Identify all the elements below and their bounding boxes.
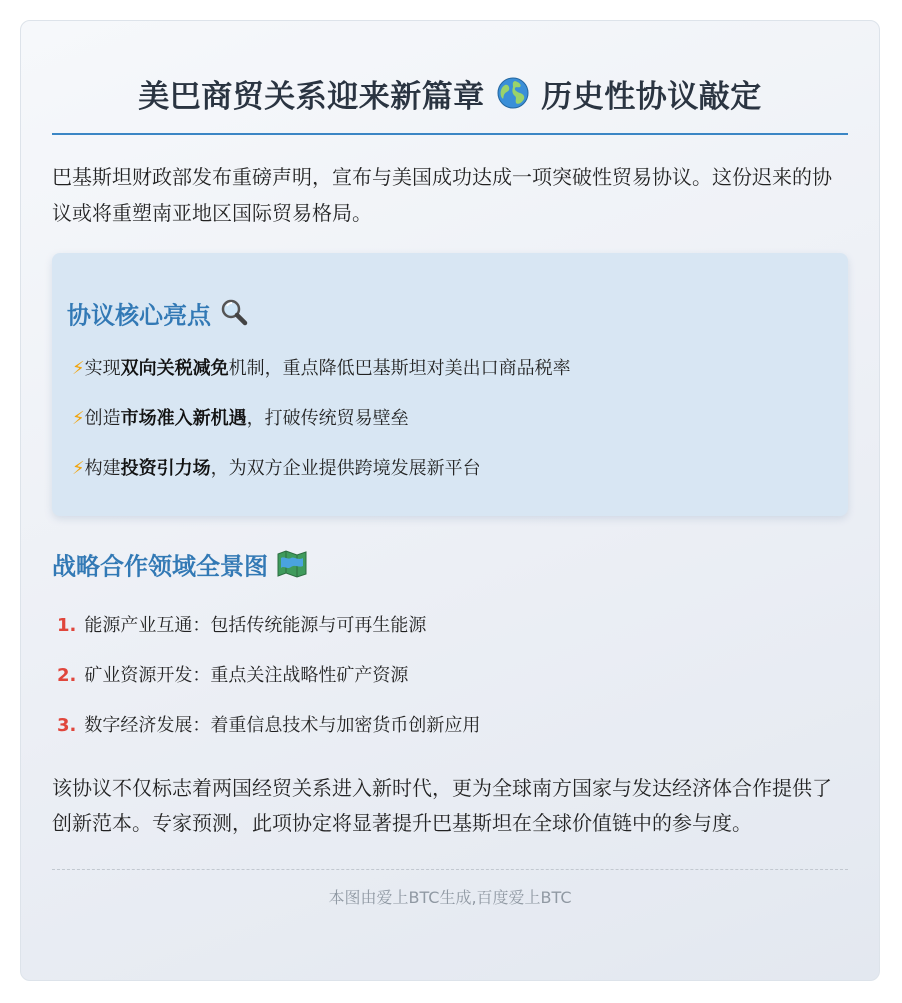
list-item: 1. 能源产业互通：包括传统能源与可再生能源 [57, 614, 427, 636]
highlights-list [67, 354, 833, 484]
list-item: ⚡构建投资引力场，为双方企业提供跨境发展新平台 [72, 457, 481, 479]
lightning-icon: ⚡ [72, 457, 85, 479]
intro-paragraph: 巴基斯坦财政部发布重磅声明，宣布与美国成功达成一项突破性贸易协议。这份迟来的协议或将重塑南亚地区国际贸易格局。 [52, 164, 832, 225]
lightning-icon: ⚡ [72, 407, 85, 429]
list-item: 3. 数字经济发展：着重信息技术与加密货币创新应用 [57, 714, 481, 736]
list-item: 2. 矿业资源开发：重点关注战略性矿产资源 [57, 664, 409, 686]
lightning-icon: ⚡ [72, 357, 85, 379]
closing-paragraph: 该协议不仅标志着两国经贸关系进入新时代，更为全球南方国家与发达经济体合作提供了创新范本。专家预测，此项协定将显著提升巴基斯坦在全球价值链中的参与度。 [52, 775, 832, 835]
highlights-heading-text: 协议核心亮点 [67, 301, 211, 329]
title-divider [52, 133, 848, 135]
title-part-1: 美巴商贸关系迎来新篇章 [138, 79, 485, 115]
map-icon [276, 548, 308, 587]
list-item: ⚡实现双向关税减免机制，重点降低巴基斯坦对美出口商品税率 [72, 357, 571, 379]
footer-divider [52, 869, 848, 870]
globe-icon [496, 76, 530, 122]
highlights-box [52, 253, 848, 516]
cooperation-heading-text: 战略合作领域全景图 [52, 552, 268, 580]
cooperation-list [52, 611, 848, 741]
magnifier-icon [219, 297, 249, 336]
page-title [52, 75, 848, 122]
footer-credit: 本图由爱上BTC生成,百度爱上BTC [328, 887, 572, 907]
highlights-heading [67, 297, 833, 336]
title-part-2: 历史性协议敲定 [541, 79, 762, 115]
article-card [20, 20, 880, 981]
list-item: ⚡创造市场准入新机遇，打破传统贸易壁垒 [72, 407, 409, 429]
cooperation-heading [52, 548, 848, 587]
